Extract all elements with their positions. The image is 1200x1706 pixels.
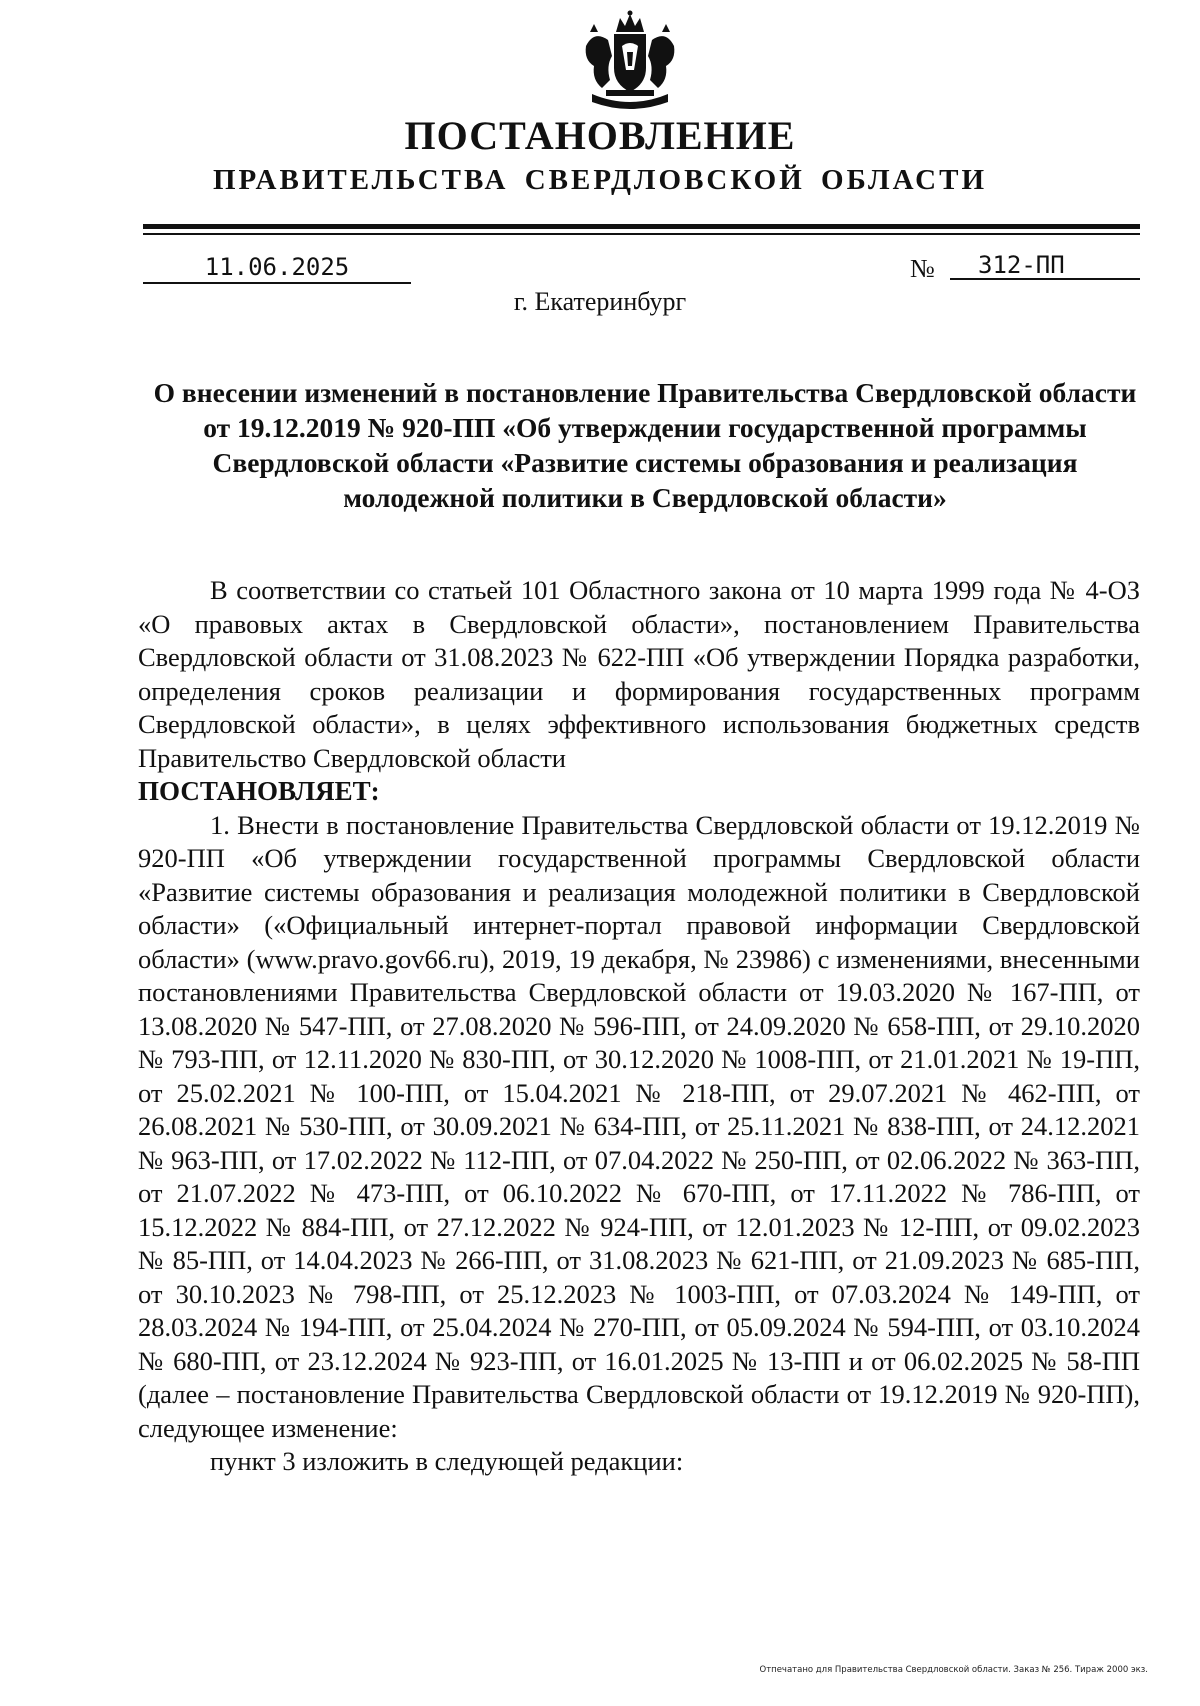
header-rule-thick (143, 224, 1140, 229)
print-imprint: Отпечатано для Правительства Свердловской области. Заказ № 256. Тираж 2000 экз. (759, 1665, 1148, 1675)
city-line: г. Екатеринбург (513, 287, 687, 316)
document-date: 11.06.2025 (143, 252, 411, 284)
decree-word: ПОСТАНОВЛЯЕТ: (138, 776, 380, 806)
header-rule-thin (143, 233, 1140, 235)
preamble-paragraph: В соответствии со статьей 101 Областного закона от 10 марта 1999 года № 4-ОЗ «О правовых актах в Свердловской области», постановлением Правительства Свердловской области от 31.08.2023 № 622-ПП «Об утверждении Порядка разработки, определения сроков реализации и формирования государственных программ Свердловской области», в целях эффективного использования бюджетных средств Правительство Свердловской области (138, 575, 1140, 773)
document-type: ПОСТАНОВЛЕНИЕ (404, 113, 796, 158)
issuing-authority: ПРАВИТЕЛЬСТВА СВЕРДЛОВСКОЙ ОБЛАСТИ (212, 164, 988, 196)
document-title: О внесении изменений в постановление Правительства Свердловской области от 19.12.2019 № 920-ПП «Об утверждении государственной программы Свердловской области «Развитие системы образования и реализация молодежной политики в Свердловской области» (153, 377, 1137, 513)
item-1-paragraph: 1. Внести в постановление Правительства Свердловской области от 19.12.2019 № 920-ПП «Об утверждении государственной программы Свердловской области «Развитие системы образования и реализация молодежной политики в Свердловской области» («Официальный интернет-портал правовой информации Свердловской области» (www.pravo.gov66.ru), 2019, 19 декабря, № 23986) с изменениями, внесенными постановлениями Правительства Свердловской области от 19.03.2020 № 167-ПП, от 13.08.2020 № 547-ПП, от 27.08.2020 № 596-ПП, от 24.09.2020 № 658-ПП, от 29.10.2020 № 793-ПП, от 12.11.2020 № 830-ПП, от 30.12.2020 № 1008-ПП, от 21.01.2021 № 19-ПП, от 25.02.2021 № 100-ПП, от 15.04.2021 № 218-ПП, от 29.07.2021 № 462-ПП, от 26.08.2021 № 530-ПП, от 30.09.2021 № 634-ПП, от 25.11.2021 № 838-ПП, от 24.12.2021 № 963-ПП, от 17.02.2022 № 112-ПП, от 07.04.2022 № 250-ПП, от 02.06.2022 № 363-ПП, от 21.07.2022 № 473-ПП, от 06.10.2022 № 670-ПП, от 17.11.2022 № 786-ПП, от 15.12.2022 № 884-ПП, от 27.12.2022 № 924-ПП, от 12.01.2023 № 12-ПП, от 09.02.2023 № 85-ПП, от 14.04.2023 № 266-ПП, от 31.08.2023 № 621-ПП, от 21.09.2023 № 685-ПП, от 30.10.2023 № 798-ПП, от 25.12.2023 № 1003-ПП, от 07.03.2024 № 149-ПП, от 28.03.2024 № 194-ПП, от 25.04.2024 № 270-ПП, от 05.09.2024 № 594-ПП, от 03.10.2024 № 680-ПП, от 23.12.2024 № 923-ПП, от 16.01.2025 № 13-ПП и от 06.02.2025 № 58-ПП (далее – постановление Правительства Свердловской области от 19.12.2019 № 920-ПП), следующее изменение: (138, 809, 1140, 1443)
number-sign: № (910, 254, 935, 283)
document-number: 312-ПП (950, 250, 1140, 280)
coat-of-arms-icon (572, 10, 688, 116)
item-1-sub-paragraph: пункт 3 изложить в следующей редакции: (210, 1446, 684, 1476)
document-body (138, 574, 1140, 1479)
